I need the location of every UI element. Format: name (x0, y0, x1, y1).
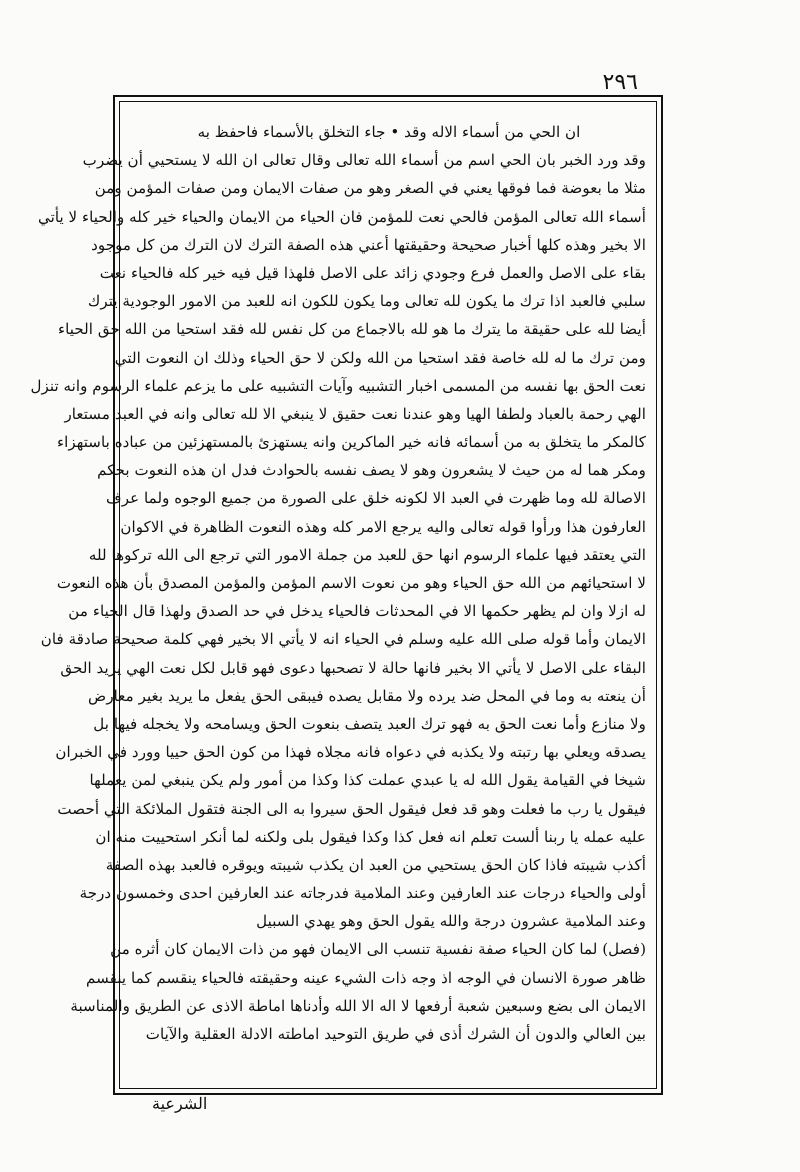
text-line: ومكر هما له من حيث لا يشعرون وهو لا يصف نفسه بالحوادث فدل ان هذه النعوت بحكم (97, 461, 646, 480)
text-line: الاصالة لله وما ظهرت في العبد الا لكونه خلق على الصورة من جميع الوجوه ولما عرف (106, 489, 646, 508)
text-line: سلبي فالعبد اذا ترك ما يكون لله تعالى وما يكون للكون انه للعبد من الامور الوجودية يترك (87, 292, 646, 311)
text-block (30, 118, 646, 1078)
text-line: لا استحيائهم من الله حق الحياء وهو من نعوت الاسم المؤمن والمؤمن المصدق بأن هذه النعوت (56, 574, 646, 592)
text-line: التي يعتقد فيها علماء الرسوم انها حق للعبد من جملة الامور التي ترجع الى الله تركوها لله (88, 545, 646, 564)
text-line: (فصل) لما كان الحياء صفة نفسية تنسب الى الايمان فهو من ذات الايمان كان أثره من (110, 940, 646, 959)
text-line: ومن ترك ما له لله خاصة فقد استحيا من الله ولكن لا حق الحياء وذلك ان النعوت التي (114, 348, 646, 367)
page-number: ٢٩٦ (602, 70, 638, 95)
text-line: الايمان وأما قوله صلى الله عليه وسلم في الحياء انه لا يأتي الا بخير فهي كلمة صحيحة صادقة فان (40, 630, 646, 649)
text-line: نعت الحق بها نفسه من المسمى اخبار التشبيه وآيات التشبيه على ما يزعم علماء الرسوم وانه تنزل (30, 376, 646, 395)
text-line: له ازلا وان لم يظهر حكمها الا في المحدثات فالحياء يدخل في حد الصدق ولهذا قال الحياء من (68, 602, 646, 621)
text-line: أسماء الله تعالى المؤمن فالحي نعت للمؤمن فان الحياء من الايمان والحياء خير كله والحياء لا يأتي (37, 207, 646, 226)
text-line: شيخا في القيامة يقول الله له يا عبدي عملت كذا وكذا من أمور ولم يكن ينبغي لمن يعملها (89, 771, 646, 790)
text-line: وقد ورد الخبر بان الحي اسم من أسماء الله تعالى وقال تعالى ان الله لا يستحيي أن يضرب (82, 151, 646, 170)
text-line: الا بخير وهذه كلها أخبار صحيحة وحقيقتها أعني هذه الصفة الترك لان الترك من كل موجود (91, 235, 646, 254)
text-line: البقاء على الاصل لا يأتي الا بخير فانها حالة لا تصحبها دعوى فهو قابل لكل نعت الهي يريد الحق (60, 658, 646, 677)
body-text (30, 146, 646, 1048)
text-line: بقاء على الاصل والعمل فرع وجودي زائد على الاصل فلهذا قيل فيه خير كله فالحياء نعت (99, 263, 646, 282)
text-line: العارفون هذا ورأوا قوله تعالى واليه يرجع الامر كله وهذه النعوت الظاهرة في الاكوان (120, 517, 646, 536)
text-line: أكذب شيبته فاذا كان الحق يستحيي من العبد ان يكذب شيبته ويوقره فالعبد بهذه الصفة (105, 855, 646, 874)
text-line: كالمكر ما يتخلق به من أسمائه فانه خير الماكرين وانه يستهزئ بالمستهزئين من عباده باستهزاء (56, 433, 646, 452)
text-line: بين العالي والدون أن الشرك أذى في طريق التوحيد اماطته الادلة العقلية والآيات (145, 1025, 646, 1043)
text-line: الهي رحمة بالعباد ولطفا الهيا وهو عندنا نعت حقيق لا ينبغي الا لله تعالى وانه في العبد مستعار (64, 404, 646, 423)
text-line: فيقول يا رب ما فعلت وهو قد فعل فيقول الحق سيروا به الى الجنة فتقول الملائكة التي أحصت (57, 799, 646, 818)
text-line: أن ينعته به وما في المحل ضد يرده ولا مقابل يصده فيبقى الحق يفعل ما يريد بغير معارض (87, 686, 646, 705)
text-line: الايمان الى بضع وسبعين شعبة أرفعها لا اله الا الله وأدناها اماطة الاذى عن الطريق والمناسبة (70, 996, 646, 1015)
text-line: أولى والحياء درجات عند العارفين وعند الملامية فدرجاته عند العارفين احدى وخمسون درجة (79, 884, 646, 903)
text-line: ولا منازع وأما نعت الحق به فهو ترك العبد يتصف بنعوت الحق ويسامحه ولا يخجله فيها بل (93, 714, 646, 733)
text-line: وعند الملامية عشرون درجة والله يقول الحق وهو يهدي السبيل (256, 912, 646, 931)
text-line: أيضا لله على حقيقة ما يترك ما هو لله بالاجماع من كل نفس لله فقد استحيا من الله حق الحياء (58, 320, 646, 339)
text-line: عليه عمله يا ربنا ألست تعلم انه فعل كذا وكذا فيقول بلى ولكنه لما أنكر استحييت منه ان (95, 827, 646, 846)
text-line: يصدقه ويعلي بها رتبته ولا يكذبه في دعواه فانه مجلاه فهذا من كون الحق حييا وورد في الخبران (55, 743, 646, 762)
catchword: الشرعية (152, 1094, 208, 1113)
text-line: ظاهر صورة الانسان في الوجه اذ وجه ذات الشيء عينه وحقيقته فالحياء ينقسم كما ينقسم (85, 968, 646, 987)
verse-heading: ان الحي من أسماء الاله وقد • جاء التخلق بالأسماء فاحفظ به (197, 123, 581, 141)
text-line: مثلا ما بعوضة فما فوقها يعني في الصغر وهو من صفات الايمان ومن صفات المؤمن ومن (94, 179, 646, 198)
